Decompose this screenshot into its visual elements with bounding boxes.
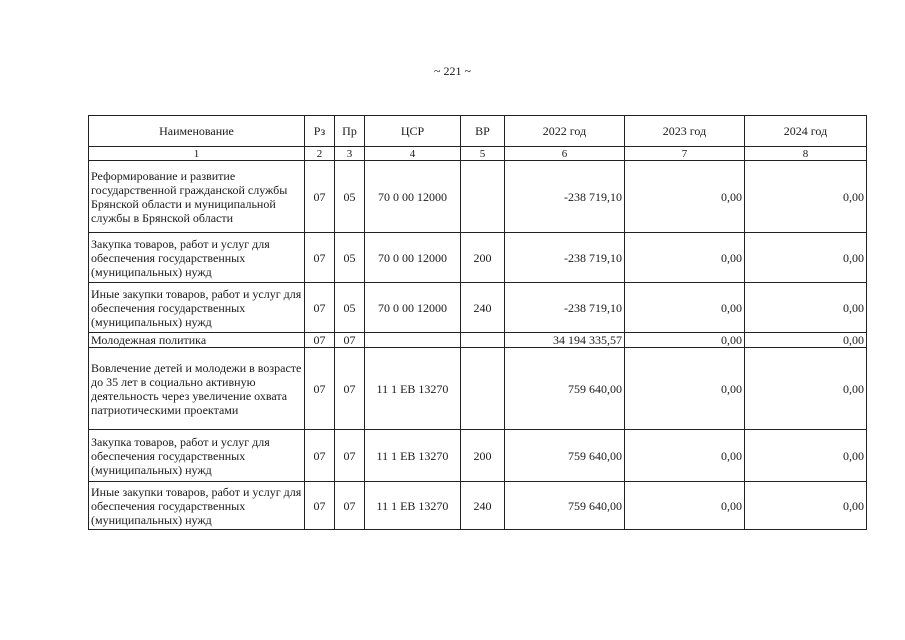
row-2023: 0,00: [625, 482, 745, 530]
table-row: [89, 283, 867, 333]
row-2022: -238 719,10: [505, 233, 625, 283]
row-2023: 0,00: [625, 348, 745, 430]
column-number: 3: [335, 147, 365, 161]
row-pr: 07: [335, 482, 365, 530]
row-pr: 05: [335, 233, 365, 283]
table-row: [89, 430, 867, 482]
row-vr: 240: [461, 283, 505, 333]
row-2022: 759 640,00: [505, 348, 625, 430]
row-vr: [461, 348, 505, 430]
row-2022: 759 640,00: [505, 430, 625, 482]
row-rz: 07: [305, 430, 335, 482]
row-2024: 0,00: [745, 430, 867, 482]
row-2024: 0,00: [745, 348, 867, 430]
column-number: 5: [461, 147, 505, 161]
table-row: [89, 161, 867, 233]
row-csr: 11 1 ЕВ 13270: [365, 482, 461, 530]
row-2022: 34 194 335,57: [505, 333, 625, 348]
row-name: Закупка товаров, работ и услуг для обеспечения государственных (муниципальных) нужд: [89, 233, 305, 283]
page-number: ~ 221 ~: [434, 64, 471, 78]
row-2023: 0,00: [625, 430, 745, 482]
row-vr: 240: [461, 482, 505, 530]
column-number: 4: [365, 147, 461, 161]
row-2024: 0,00: [745, 161, 867, 233]
table-row: [89, 482, 867, 530]
row-name: Молодежная политика: [89, 333, 305, 348]
header-2022: 2022 год: [505, 116, 625, 147]
row-csr: 11 1 ЕВ 13270: [365, 430, 461, 482]
header-name: Наименование: [89, 116, 305, 147]
header-pr: Пр: [335, 116, 365, 147]
column-number: 6: [505, 147, 625, 161]
row-2023: 0,00: [625, 161, 745, 233]
header-2023: 2023 год: [625, 116, 745, 147]
row-csr: 70 0 00 12000: [365, 233, 461, 283]
column-number-row: [89, 147, 867, 161]
row-2023: 0,00: [625, 283, 745, 333]
row-pr: 07: [335, 333, 365, 348]
header-2024: 2024 год: [745, 116, 867, 147]
row-csr: 70 0 00 12000: [365, 283, 461, 333]
column-number: 1: [89, 147, 305, 161]
header-csr: ЦСР: [365, 116, 461, 147]
column-number: 8: [745, 147, 867, 161]
row-rz: 07: [305, 333, 335, 348]
row-2023: 0,00: [625, 333, 745, 348]
row-2024: 0,00: [745, 333, 867, 348]
row-csr: [365, 333, 461, 348]
row-2022: -238 719,10: [505, 161, 625, 233]
row-pr: 05: [335, 161, 365, 233]
row-pr: 07: [335, 348, 365, 430]
row-vr: [461, 333, 505, 348]
row-rz: 07: [305, 161, 335, 233]
header-vr: ВР: [461, 116, 505, 147]
row-csr: 11 1 ЕВ 13270: [365, 348, 461, 430]
row-2023: 0,00: [625, 233, 745, 283]
row-name: Иные закупки товаров, работ и услуг для обеспечения государственных (муниципальных) нужд: [89, 482, 305, 530]
row-name: Закупка товаров, работ и услуг для обеспечения государственных (муниципальных) нужд: [89, 430, 305, 482]
row-2024: 0,00: [745, 283, 867, 333]
table-row: [89, 348, 867, 430]
table-row: [89, 233, 867, 283]
row-vr: 200: [461, 430, 505, 482]
row-rz: 07: [305, 348, 335, 430]
row-vr: [461, 161, 505, 233]
budget-table: [88, 115, 867, 530]
row-vr: 200: [461, 233, 505, 283]
row-rz: 07: [305, 482, 335, 530]
row-pr: 07: [335, 430, 365, 482]
header-rz: Рз: [305, 116, 335, 147]
table-header-row: [89, 116, 867, 147]
row-2022: 759 640,00: [505, 482, 625, 530]
row-2024: 0,00: [745, 482, 867, 530]
row-name: Вовлечение детей и молодежи в возрасте до 35 лет в социально активную деятельность через увеличение охвата патриотическими проектами: [89, 348, 305, 430]
row-2022: -238 719,10: [505, 283, 625, 333]
row-rz: 07: [305, 283, 335, 333]
row-csr: 70 0 00 12000: [365, 161, 461, 233]
table-row: [89, 333, 867, 348]
row-rz: 07: [305, 233, 335, 283]
row-pr: 05: [335, 283, 365, 333]
row-name: Реформирование и развитие государственной гражданской службы Брянской области и муниципальной службы в Брянской области: [89, 161, 305, 233]
column-number: 2: [305, 147, 335, 161]
row-2024: 0,00: [745, 233, 867, 283]
column-number: 7: [625, 147, 745, 161]
row-name: Иные закупки товаров, работ и услуг для обеспечения государственных (муниципальных) нужд: [89, 283, 305, 333]
